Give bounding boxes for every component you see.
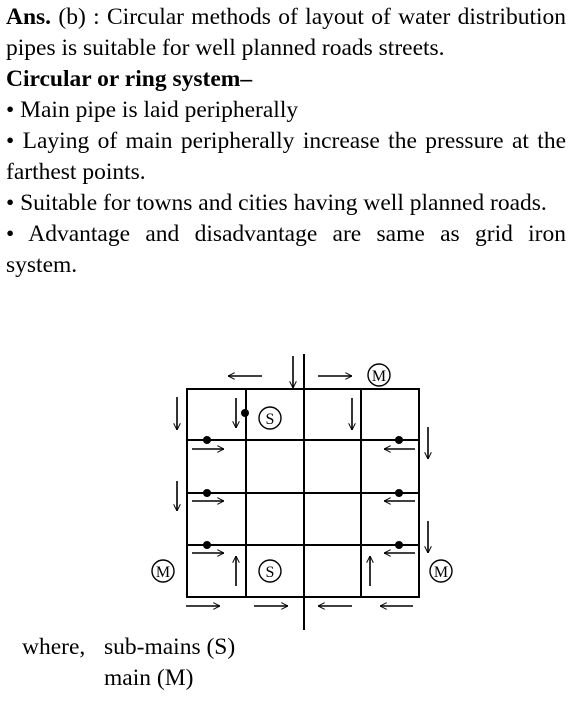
main-marker-icon	[152, 560, 174, 582]
bullet-icon: •	[6, 190, 15, 216]
answer-label: Ans.	[6, 4, 52, 30]
section-heading: Circular or ring system–	[6, 66, 253, 92]
legend-sub-mains: sub-mains (S)	[104, 634, 236, 660]
bullet-text: Suitable for towns and cities having well planned roads.	[20, 190, 547, 216]
svg-text:S: S	[265, 411, 275, 428]
main-marker-icon	[430, 560, 452, 582]
bullet-text: Main pipe is laid peripherally	[20, 97, 299, 123]
svg-text:M: M	[371, 368, 387, 385]
junction-dot	[203, 541, 211, 549]
flow-arrows	[177, 356, 428, 606]
markers	[152, 364, 452, 582]
svg-text:M: M	[155, 564, 171, 581]
junction-dot	[203, 436, 211, 444]
junction-dot	[203, 489, 211, 497]
bullet-icon: •	[6, 221, 15, 247]
bullet-text: Advantage and disadvantage are same as grid iron system.	[6, 221, 566, 278]
legend-main: main (M)	[104, 665, 194, 691]
svg-text:S: S	[265, 564, 275, 581]
junction-dot	[395, 489, 403, 497]
svg-text:M: M	[433, 564, 449, 581]
bullet-icon: •	[6, 97, 15, 123]
answer-text: Circular methods of layout of water distribution pipes is suitable for well planned roads streets.	[6, 4, 567, 61]
sub-main-marker-icon	[259, 407, 281, 429]
sub-main-marker-icon	[259, 560, 281, 582]
junction-dot	[395, 541, 403, 549]
junction-dot	[241, 409, 249, 417]
bullet-text: Laying of main peripherally increase the pressure at the farthest points.	[6, 128, 567, 185]
junction-dot	[395, 436, 403, 444]
main-marker-icon	[368, 364, 390, 386]
bullet-icon: •	[6, 128, 15, 154]
answer-option: (b) :	[58, 4, 100, 30]
legend-where: where,	[22, 634, 86, 660]
